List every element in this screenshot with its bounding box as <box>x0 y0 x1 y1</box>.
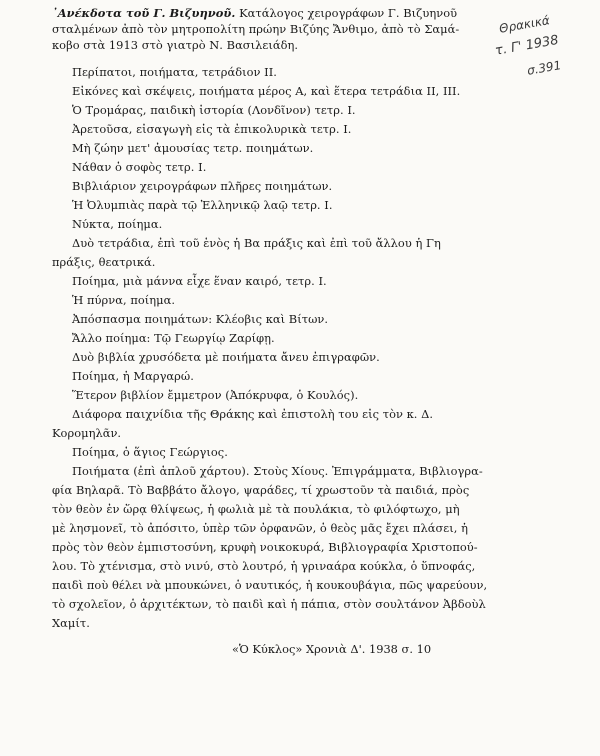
handwritten-note: σ.391 <box>526 58 563 78</box>
header-line <box>52 6 457 20</box>
list-item: Ἡ πύρνα, ποίημα. <box>72 293 176 307</box>
list-item: τὸν θεὸν ἐν ὥρᾳ θλίψεως, ἡ φωλιὰ μὲ τὰ πουλάκια, τὸ φιλόφτωχο, μὴ <box>52 502 460 516</box>
list-item: Ἄλλο ποίημα: Τῷ Γεωργίῳ Ζαρίφῃ. <box>72 331 275 345</box>
intro-line: σταλμένων ἀπὸ τὸν μητροπολίτη πρώην Βιζύης Ἄνθιμο, ἀπὸ τὸ Σαμά- <box>52 22 460 36</box>
list-item: Κορομηλᾶν. <box>52 426 122 440</box>
list-item: Χαμίτ. <box>52 616 90 630</box>
list-item: πράξις, θεατρικά. <box>52 255 156 269</box>
handwritten-note: τ. Γ' 1938 <box>494 32 560 59</box>
list-item: Ποίημα, ὁ ἅγιος Γεώργιος. <box>72 445 228 459</box>
list-item: Διάφορα παιχνίδια τῆς Θράκης καὶ ἐπιστολὴ του εἰς τὸν κ. Δ. <box>72 407 434 421</box>
source-citation: «Ὁ Κύκλος» Χρονιὰ Δ'. 1938 σ. 10 <box>232 642 432 656</box>
list-item: Νάθαν ὁ σοφὸς τετρ. Ι. <box>72 160 207 174</box>
handwritten-note: Θρακικά <box>498 13 551 36</box>
list-item: Ἀρετοῦσα, εἰσαγωγὴ εἰς τὰ ἐπικολυρικὰ τετρ. Ι. <box>72 122 352 136</box>
list-item: Δυὸ βιβλία χρυσόδετα μὲ ποιήματα ἄνευ ἐπιγραφῶν. <box>72 350 380 364</box>
list-item: Εἰκόνες καὶ σκέψεις, ποιήματα μέρος Α, καὶ ἕτερα τετράδια ΙΙ, ΙΙΙ. <box>72 84 461 98</box>
list-item: πρὸς τὸν θεὸν ἐμπιστοσύνη, κρυφὴ νοικοκυρά, Βιβλιογραφία Χριστοπού- <box>52 540 478 554</box>
intro-line: κοβο στὰ 1913 στὸ γιατρὸ Ν. Βασιλειάδη. <box>52 38 299 52</box>
list-item: Ποιήματα (ἐπὶ ἁπλοῦ χάρτου). Στοὺς Χίους. Ἐπιγράμματα, Βιβλιογρα- <box>72 464 483 478</box>
list-item: Βιβλιάριον χειρογράφων πλῆρες ποιημάτων. <box>72 179 333 193</box>
list-item: φία Βηλαρᾶ. Τὸ Βαββάτο ἄλογο, ψαράδες, τί χρωστοῦν τὰ παιδιά, πρὸς <box>52 483 470 497</box>
list-item: Ποίημα, ἡ Μαργαρώ. <box>72 369 194 383</box>
list-item: παιδὶ ποὺ θέλει νὰ μπουκώνει, ὁ ναυτικός, ἡ κουκουβάγια, πῶς ψαρεύουν, <box>52 578 488 592</box>
list-item: Ἀπόσπασμα ποιημάτων: Κλέοβις καὶ Βίτων. <box>72 312 329 326</box>
list-item: Μὴ ζώην μετ' ἀμουσίας τετρ. ποιημάτων. <box>72 141 314 155</box>
list-item: Νύκτα, ποίημα. <box>72 217 163 231</box>
intro-text: Κατάλογος χειρογράφων Γ. Βιζυηνοῦ <box>239 6 458 20</box>
list-item: λου. Τὸ χτένισμα, στὸ νινύ, στὸ λουτρό, ἡ γριναάρα κούκλα, ὁ ὕπνοφάς, <box>52 559 476 573</box>
document-title: ᾿Ανέκδοτα τοῦ Γ. Βιζυηνοῦ. <box>52 6 236 20</box>
list-item: Ἡ Ὀλυμπιὰς παρὰ τῷ Ἑλληνικῷ λαῷ τετρ. Ι. <box>72 198 333 212</box>
list-item: Δυὸ τετράδια, ἐπὶ τοῦ ἑνὸς ἡ Βα πράξις καὶ ἐπὶ τοῦ ἄλλου ἡ Γη <box>72 236 441 250</box>
list-item: τὸ σχολεῖον, ὁ ἀρχιτέκτων, τὸ παιδὶ καὶ ἡ πάπια, στὸν σουλτάνον Ἀβδοὺλ <box>52 597 486 611</box>
list-item: Ὁ Τρομάρας, παιδικὴ ἱστορία (Λονδῖνον) τετρ. Ι. <box>72 103 356 117</box>
list-item: Περίπατοι, ποιήματα, τετράδιον ΙΙ. <box>72 65 277 79</box>
list-item: Ἕτερον βιβλίον ἔμμετρον (Ἀπόκρυφα, ὁ Κουλός). <box>72 388 359 402</box>
list-item: Ποίημα, μιὰ μάννα εἶχε ἕναν καιρό, τετρ. Ι. <box>72 274 327 288</box>
list-item: μὲ λησμονεῖ, τὸ ἀπόσιτο, ὑπὲρ τῶν ὀρφανῶν, ὁ θεὸς μᾶς ἔχει πλάσει, ἡ <box>52 521 468 535</box>
